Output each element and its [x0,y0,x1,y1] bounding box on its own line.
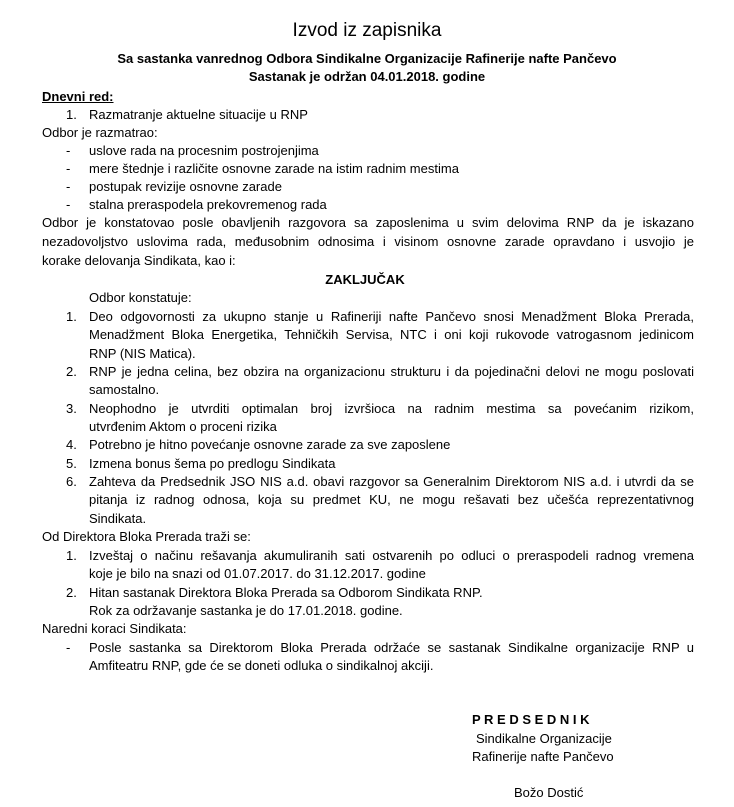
conclusion-heading: ZAKLJUČAK [325,272,405,287]
paragraph-line: nezadovoljstvo uslovima rada, međusobnim odnosima i visinom osnovne zarade opravdano i usvojio je [42,234,694,249]
list-number: 3. [66,401,77,416]
list-number: 1. [66,548,77,563]
list-item-line: Menadžment Bloka Energetika, Tehničkih Servisa, NTC i oni koji rukovode vatrogasnom jedinicom [89,327,694,342]
list-number: 6. [66,474,77,489]
list-item-text: Razmatranje aktuelne situacije u RNP [89,107,308,122]
bullet-dash: - [66,143,71,158]
list-number: 1. [66,107,77,122]
bullet-dash: - [66,197,71,212]
list-item-line: pitanja iz radnog odnosa, koja su predmet KU, ne mogu rešavati bez učešća reprezentativnog [89,492,694,507]
list-item-line: Neophodno je utvrditi optimalan broj izvršioca na radnim mestima sa povećanim rizikom, [89,401,694,416]
requests-intro: Od Direktora Bloka Prerada traži se: [42,529,251,544]
list-item-line: Amfiteatru RNP, gde će se doneti odluka o sindikalnoj akciji. [89,658,434,673]
bullet-dash: - [66,161,71,176]
list-item-line: Zahteva da Predsednik JSO NIS a.d. obavi razgovor sa Generalnim Direktorom NIS a.d. i utvrdi da se [89,474,694,489]
list-item-line: Posle sastanka sa Direktorom Bloka Prerada održaće se sastanak Sindikalne organizacije RNP u [89,640,694,655]
list-item-line: utvrđenim Aktom o proceni rizika [89,419,277,434]
list-item-line: Hitan sastanak Direktora Bloka Prerada sa Odborom Sindikata RNP. [89,585,483,600]
considered-intro: Odbor je razmatrao: [42,125,158,140]
list-item-text: stalna preraspodela prekovremenog rada [89,197,327,212]
list-item-line: RNP (NIS Matica). [89,346,196,361]
list-item-text: mere štednje i različite osnovne zarade na istim radnim mestima [89,161,459,176]
list-item-line: Rok za održavanje sastanka je do 17.01.2018. godine. [89,603,403,618]
paragraph-line: korake delovanja Sindikata, kao i: [42,253,236,268]
signatory-name: Božo Dostić [514,785,584,800]
signature-org-line: Rafinerije nafte Pančevo [472,749,614,764]
conclusion-intro: Odbor konstatuje: [89,290,192,305]
list-item-line: RNP je jedna celina, bez obzira na organizacionu strukturu i da pojedinačni delovi ne mogu poslovati [89,364,694,379]
document-title: Izvod iz zapisnika [292,20,442,41]
list-item-line: Izveštaj o načinu rešavanja akumuliranih sati ostvarenih po odluci o preraspodeli radnog vremena [89,548,694,563]
paragraph-line: Odbor je konstatovao posle obavljenih razgovora sa zaposlenima u svim delovima RNP da je iskazano [42,215,694,230]
agenda-label: Dnevni red: [42,89,114,104]
signature-title: P R E D S E D N I K [472,712,590,727]
next-steps-intro: Naredni koraci Sindikata: [42,621,187,636]
signature-org-line: Sindikalne Organizacije [476,731,612,746]
list-item-line: Deo odgovornosti za ukupno stanje u Rafineriji nafte Pančevo snosi Menadžment Bloka Prerada, [89,309,694,324]
meeting-date: Sastanak je održan 04.01.2018. godine [248,69,486,84]
bullet-dash: - [66,640,71,655]
list-number: 2. [66,364,77,379]
list-number: 5. [66,456,77,471]
bullet-dash: - [66,179,71,194]
list-item-line: Izmena bonus šema po predlogu Sindikata [89,456,336,471]
list-number: 2. [66,585,77,600]
list-item-line: Potrebno je hitno povećanje osnovne zarade za sve zaposlene [89,437,451,452]
list-item-text: postupak revizije osnovne zarade [89,179,282,194]
list-item-text: uslove rada na procesnim postrojenjima [89,143,319,158]
document-subtitle: Sa sastanka vanrednog Odbora Sindikalne Organizacije Rafinerije nafte Pančevo [117,51,617,66]
list-number: 4. [66,437,77,452]
list-item-line: Sindikata. [89,511,147,526]
list-number: 1. [66,309,77,324]
list-item-line: samostalno. [89,382,160,397]
list-item-line: koje je bilo na snazi od 01.07.2017. do 31.12.2017. godine [89,566,426,581]
